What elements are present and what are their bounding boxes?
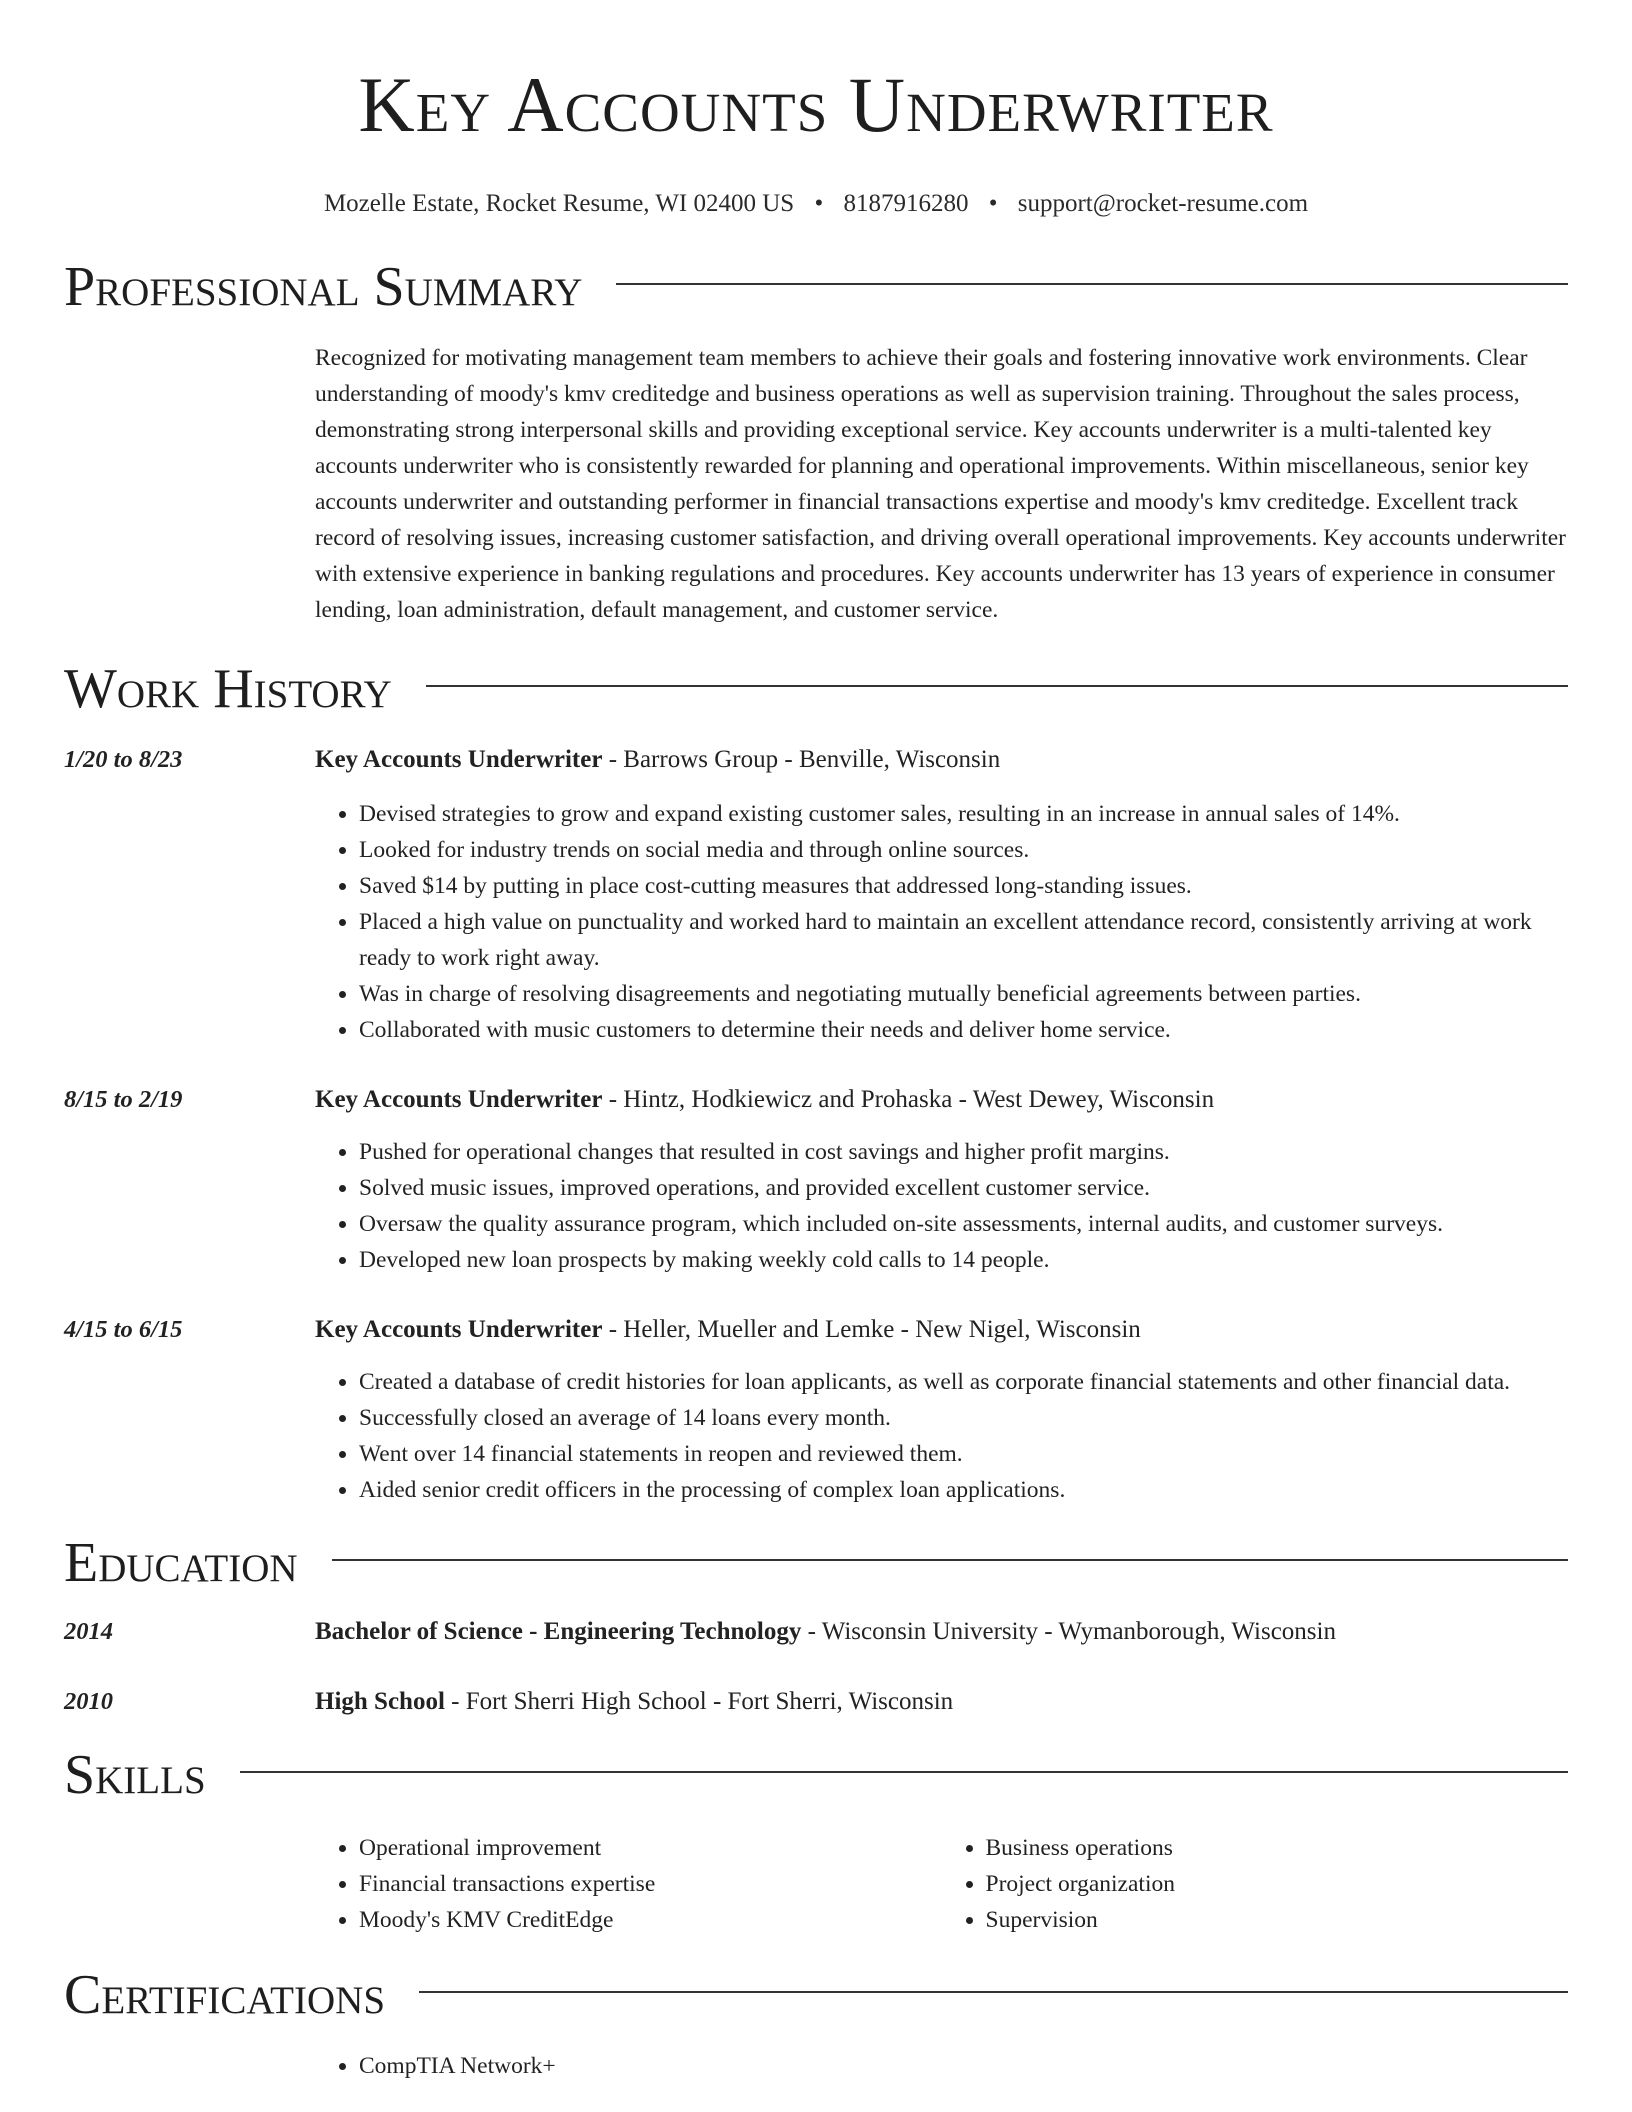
- list-item: • Went over 14 financial statements in reopen and reviewed them.: [359, 1436, 1568, 1472]
- section-title: Skills: [64, 1744, 206, 1806]
- certifications-section: [64, 1960, 1568, 2084]
- contact-email: support@rocket-resume.com: [1017, 190, 1309, 217]
- skills-section: [64, 1740, 1568, 1938]
- job-header: [315, 1312, 1568, 1348]
- list-item: • Solved music issues, improved operations, and provided excellent customer service.: [359, 1170, 1568, 1206]
- section-title: Certifications: [64, 1964, 386, 2026]
- list-item: • Aided senior credit officers in the processing of complex loan applications.: [359, 1472, 1568, 1508]
- skills-list-left: [315, 1830, 942, 1938]
- education-header: [315, 1614, 1568, 1650]
- list-item: • Saved $14 by putting in place cost-cutting measures that addressed long-standing issues.: [359, 868, 1568, 904]
- skills-list-right: [942, 1830, 1569, 1938]
- section-header: [64, 1528, 1568, 1598]
- job-details: - Hintz, Hodkiewicz and Prohaska - West Dewey, Wisconsin: [602, 1086, 1215, 1113]
- education-degree: Bachelor of Science - Engineering Technology: [315, 1618, 802, 1645]
- summary-section: [64, 252, 1568, 628]
- education-year: 2014: [64, 1618, 113, 1645]
- section-divider: [616, 283, 1568, 285]
- list-item: • Oversaw the quality assurance program, which included on-site assessments, internal audits, and customer surveys.: [359, 1206, 1568, 1242]
- list-item: • Looked for industry trends on social media and through online sources.: [359, 832, 1568, 868]
- job-title: Key Accounts Underwriter: [315, 746, 603, 773]
- job-header: [315, 742, 1568, 778]
- contact-separator: •: [814, 190, 824, 217]
- section-divider: [426, 685, 1568, 687]
- certifications-list: [315, 2048, 1568, 2084]
- job-title: Key Accounts Underwriter: [315, 1316, 603, 1343]
- list-item: • Collaborated with music customers to determine their needs and deliver home service.: [359, 1012, 1568, 1048]
- list-item: • Developed new loan prospects by making weekly cold calls to 14 people.: [359, 1242, 1568, 1278]
- education-entry: [64, 1614, 1568, 1650]
- summary-text: Recognized for motivating management team members to achieve their goals and fostering innovative work environments. Clear understanding of moody's kmv creditedge and business operations as well as supervision training. Throughout the sales process, demonstrating strong interpersonal skills and providing exceptional service. Key accounts underwriter is a multi-talented key accounts underwriter who is consistently rewarded for planning and operational improvements. Within miscellaneous, senior key accounts underwriter and outstanding performer in financial transactions expertise and moody's kmv creditedge. Excellent track record of resolving issues, increasing customer satisfaction, and driving overall operational improvements. Key accounts underwriter with extensive experience in banking regulations and procedures. Key accounts underwriter has 13 years of experience in consumer lending, loan administration, default management, and customer service.: [315, 345, 1566, 623]
- section-title: Education: [64, 1532, 298, 1594]
- education-details: - Fort Sherri High School - Fort Sherri, Wisconsin: [444, 1688, 954, 1715]
- job-header: [315, 1082, 1568, 1118]
- section-header: [64, 654, 1568, 724]
- list-item: • Business operations: [986, 1830, 1569, 1866]
- list-item: • Placed a high value on punctuality and worked hard to maintain an excellent attendance record, consistently arriving at work ready to work right away.: [359, 904, 1568, 976]
- list-item: • Pushed for operational changes that resulted in cost savings and higher profit margins.: [359, 1134, 1568, 1170]
- section-header: [64, 252, 1568, 322]
- list-item: • Was in charge of resolving disagreements and negotiating mutually beneficial agreements between parties.: [359, 976, 1568, 1012]
- job-details: - Heller, Mueller and Lemke - New Nigel, Wisconsin: [602, 1316, 1141, 1343]
- contact-line: [0, 188, 1632, 220]
- list-item: • CompTIA Network+: [359, 2048, 1568, 2084]
- job-title: Key Accounts Underwriter: [315, 1086, 603, 1113]
- section-divider: [240, 1771, 1568, 1773]
- job-bullets: [315, 796, 1568, 1048]
- job-entry: [64, 1312, 1568, 1508]
- education-degree: High School: [315, 1688, 445, 1715]
- section-header: [64, 1740, 1568, 1810]
- list-item: • Successfully closed an average of 14 loans every month.: [359, 1400, 1568, 1436]
- job-bullets: [315, 1134, 1568, 1278]
- contact-address: Mozelle Estate, Rocket Resume, WI 02400 US: [323, 190, 795, 217]
- contact-separator: •: [988, 190, 998, 217]
- education-entry: [64, 1684, 1568, 1720]
- education-year: 2010: [64, 1688, 113, 1715]
- job-dates: 4/15 to 6/15: [64, 1316, 183, 1343]
- education-header: [315, 1684, 1568, 1720]
- job-dates: 8/15 to 2/19: [64, 1086, 183, 1113]
- section-title: Professional Summary: [64, 256, 583, 318]
- education-details: - Wisconsin University - Wymanborough, Wisconsin: [801, 1618, 1336, 1645]
- list-item: • Operational improvement: [359, 1830, 942, 1866]
- job-entry: [64, 742, 1568, 1048]
- skills-columns: [315, 1830, 1568, 1938]
- section-divider: [419, 1991, 1568, 1993]
- job-dates: 1/20 to 8/23: [64, 746, 183, 773]
- job-bullets: [315, 1364, 1568, 1508]
- job-entry: [64, 1082, 1568, 1278]
- work-history-section: [64, 654, 1568, 1508]
- list-item: • Project organization: [986, 1866, 1569, 1902]
- list-item: • Financial transactions expertise: [359, 1866, 942, 1902]
- education-section: [64, 1528, 1568, 1720]
- list-item: • Devised strategies to grow and expand existing customer sales, resulting in an increase in annual sales of 14%.: [359, 796, 1568, 832]
- list-item: • Moody's KMV CreditEdge: [359, 1902, 942, 1938]
- section-header: [64, 1960, 1568, 2030]
- job-details: - Barrows Group - Benville, Wisconsin: [602, 746, 1001, 773]
- list-item: • Created a database of credit histories for loan applicants, as well as corporate financial statements and other financial data.: [359, 1364, 1568, 1400]
- contact-phone: 8187916280: [843, 190, 969, 217]
- section-title: Work History: [64, 658, 392, 720]
- list-item: • Supervision: [986, 1902, 1569, 1938]
- resume-title: Key Accounts Underwriter: [358, 61, 1274, 148]
- section-divider: [332, 1559, 1568, 1561]
